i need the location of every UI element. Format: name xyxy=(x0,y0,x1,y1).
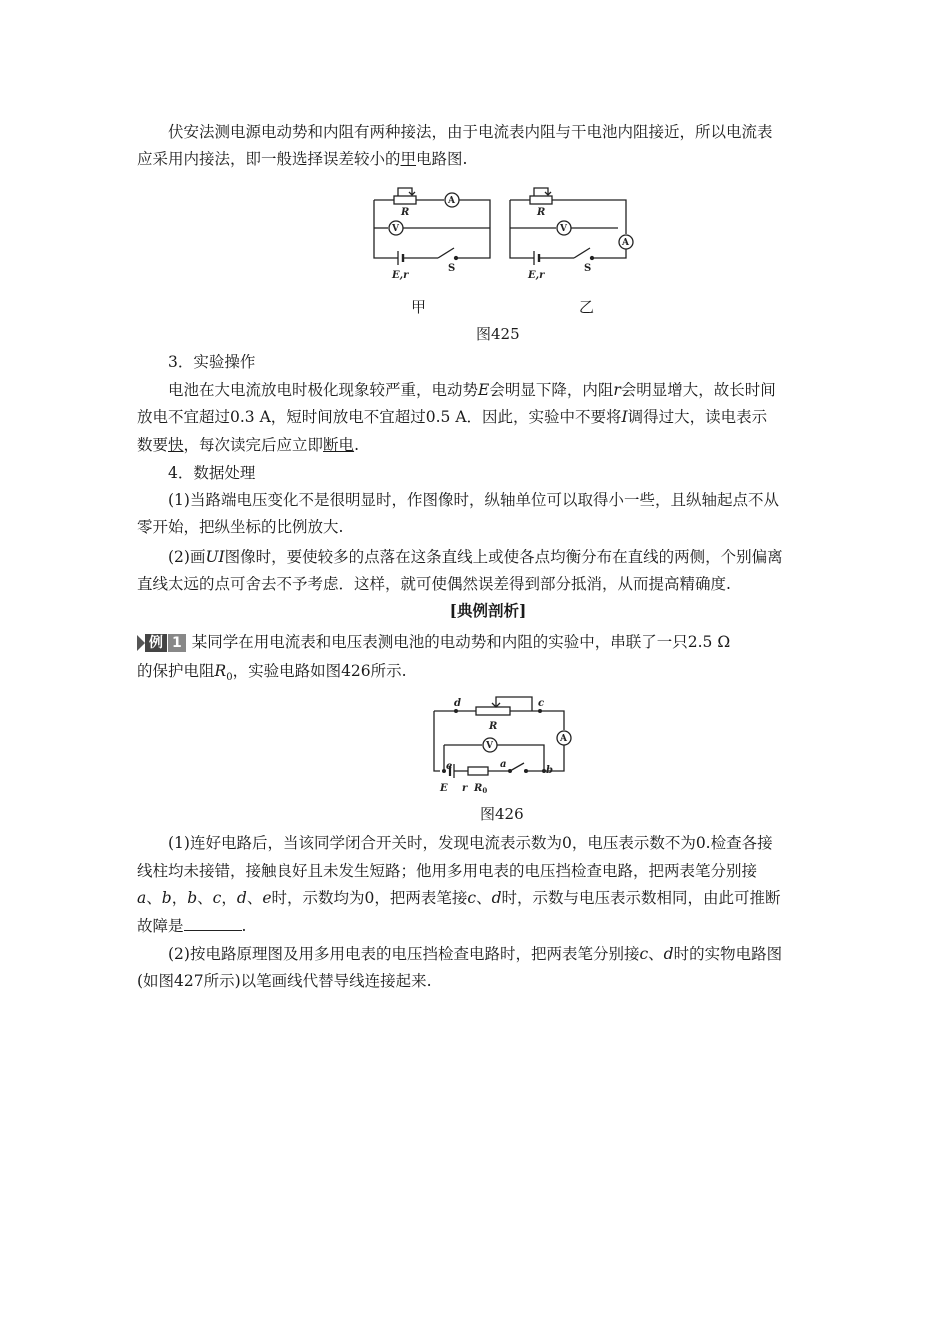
fig425-right-er-label: E,r xyxy=(528,270,545,281)
fig426-d-label: d xyxy=(454,698,461,709)
section4-p1-line-1: (1)当路端电压变化不是很明显时，作图像时，纵轴单位可以取得小一些，且纵轴起点不从 xyxy=(168,491,779,509)
fig425-left-s-label: S xyxy=(448,263,456,274)
fig426-v-label: V xyxy=(486,741,493,751)
fig426-R0-label: $R_0$ xyxy=(474,783,488,795)
fig425-left-a-label: A xyxy=(448,196,455,206)
fig426-r-label: R xyxy=(489,721,498,732)
q1-line-3: a、b，b、c，d、e时，示数均为0，把两表笔接c、d时，示数与电压表示数相同，由此可推断 xyxy=(137,889,781,907)
intro-line-2: 应采用内接法，即一般选择误差较小的甲电路图. xyxy=(137,150,468,168)
fig425-caption: 图425 xyxy=(476,325,520,343)
fig425-left-label: 甲 xyxy=(411,298,427,316)
fig426-a-point-label: a xyxy=(500,759,507,770)
section3-heading: 3．实验操作 xyxy=(168,353,256,371)
figure-426 xyxy=(426,693,576,797)
fig426-e-point-label: e xyxy=(446,761,453,772)
example1-line-1: 例 1 某同学在用电流表和电压表测电池的电动势和内阻的实验中，串联了一只2.5 Ω xyxy=(137,629,839,655)
section4-p2-line-1: (2)画UI图像时，要使较多的点落在这条直线上或使各点均衡分布在直线的两侧，个别偏离 xyxy=(168,548,783,566)
fig426-caption: 图426 xyxy=(480,805,524,823)
example1-line-2: 的保护电阻$R_0$，实验电路如图426所示. xyxy=(137,662,407,684)
example-arrow-icon xyxy=(137,635,145,651)
section3-line-1: 电池在大电流放电时极化现象较严重，电动势E会明显下降，内阻r会明显增大，故长时间 xyxy=(168,381,776,399)
fig425-right-v-label: V xyxy=(560,224,567,234)
q2-line-2: (如图427所示)以笔画线代替导线连接起来. xyxy=(137,972,432,990)
section4-heading: 4．数据处理 xyxy=(168,464,256,482)
section3-line-2: 放电不宜超过0.3 A，短时间放电不宜超过0.5 A．因此，实验中不要将I调得过大，读电表示 xyxy=(137,408,768,426)
q1-line-4: 故障是 . xyxy=(137,917,247,935)
fig425-left-v-label: V xyxy=(392,224,399,234)
figure-425 xyxy=(368,184,638,284)
section4-p2-line-2: 直线太远的点可舍去不予考虑．这样，就可使偶然误差得到部分抵消，从而提高精确度. xyxy=(137,575,731,593)
q1-line-1: (1)连好电路后，当该同学闭合开关时，发现电流表示数为0，电压表示数不为0.检查各接 xyxy=(168,834,773,852)
section3-line-3: 数要快，每次读完后应立即断电. xyxy=(137,436,359,454)
fig426-E-label: E xyxy=(440,783,448,794)
fig426-b-point-label: b xyxy=(546,765,553,776)
fig426-a-label: A xyxy=(560,734,567,744)
answer-blank xyxy=(184,916,242,931)
fig425-left-er-label: E,r xyxy=(392,270,409,281)
fig425-right-label: 乙 xyxy=(579,298,595,316)
fig425-right-s-label: S xyxy=(584,263,592,274)
section4-p1-line-2: 零开始，把纵坐标的比例放大. xyxy=(137,518,344,536)
fig426-r-small-label: r xyxy=(462,783,468,794)
fig426-c-label: c xyxy=(538,698,545,709)
example-tag: 例 1 xyxy=(137,634,186,652)
q2-line-1: (2)按电路原理图及用多用电表的电压挡检查电路时，把两表笔分别接c、d时的实物电路图 xyxy=(168,945,783,963)
analysis-heading: [典例剖析] xyxy=(449,601,527,620)
q1-line-2: 线柱均未接错，接触良好且未发生短路；他用多用电表的电压挡检查电路，把两表笔分别接 xyxy=(137,862,758,880)
intro-line-1: 伏安法测电源电动势和内阻有两种接法，由于电流表内阻与干电池内阻接近，所以电流表 xyxy=(168,123,773,141)
fig425-right-a-label: A xyxy=(622,238,629,248)
fig425-right-r-label: R xyxy=(537,207,546,218)
fig425-left-r-label: R xyxy=(401,207,410,218)
